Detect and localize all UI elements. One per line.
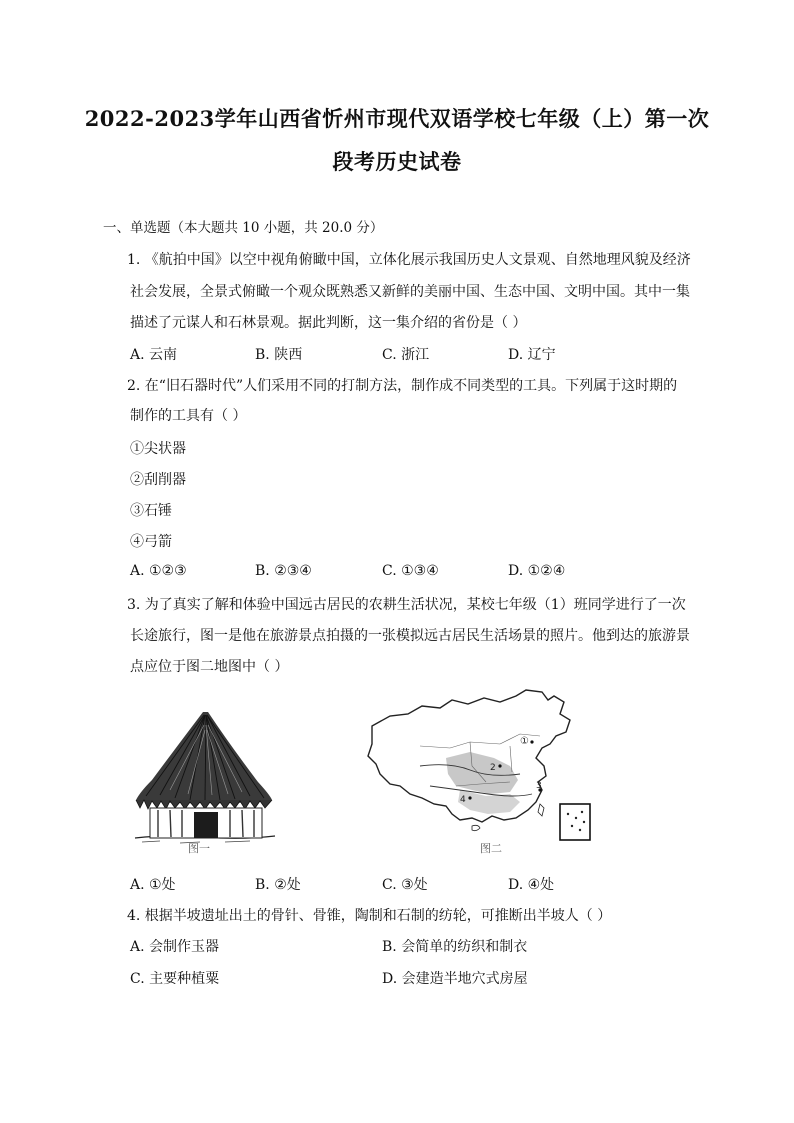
question-2-option-a[interactable]: A. ①②③ — [130, 563, 187, 579]
question-4-option-b[interactable]: B. 会简单的纺织和制衣 — [382, 939, 528, 955]
figure-1-caption: 图一 — [188, 842, 210, 855]
figure-1-hut-image — [130, 700, 280, 860]
figure-2-caption: 图二 — [480, 842, 502, 855]
question-2-option-d[interactable]: D. ①②④ — [508, 563, 566, 579]
question-4-line-1: 4. 根据半坡遗址出土的骨针、骨锥，陶制和石制的纺轮，可推断出半坡人（ ） — [127, 908, 612, 924]
question-2-line-1: 2. 在“旧石器时代”人们采用不同的打制方法，制作成不同类型的工具。下列属于这时期的 — [127, 378, 678, 394]
question-3-option-b[interactable]: B. ②处 — [255, 877, 301, 893]
map-label-1: ① — [520, 736, 529, 747]
question-1-option-b[interactable]: B. 陕西 — [255, 347, 303, 363]
question-2-item-2: ②刮削器 — [130, 472, 186, 488]
question-1-option-d[interactable]: D. 辽宁 — [508, 347, 556, 363]
question-3-line-2: 长途旅行，图一是他在旅游景点拍摄的一张模拟远古居民生活场景的照片。他到达的旅游景 — [130, 628, 690, 644]
question-3-line-1: 3. 为了真实了解和体验中国远古居民的农耕生活状况，某校七年级（1）班同学进行了一次 — [127, 597, 686, 613]
section-heading: 一、单选题（本大题共 10 小题，共 20.0 分） — [103, 220, 384, 236]
question-4-option-a[interactable]: A. 会制作玉器 — [130, 939, 220, 955]
question-2-line-2: 制作的工具有（ ） — [130, 408, 247, 424]
question-2-item-3: ③石锤 — [130, 503, 172, 519]
question-2-item-4: ④弓箭 — [130, 534, 172, 550]
figure-2-china-map — [360, 686, 610, 856]
map-label-3: 3 — [536, 781, 542, 791]
question-1-line-1: 1. 《航拍中国》以空中视角俯瞰中国，立体化展示我国历史人文景观、自然地理风貌及经济 — [127, 252, 691, 268]
question-3-option-d[interactable]: D. ④处 — [508, 877, 555, 893]
map-label-2: 2 — [490, 763, 496, 773]
question-1-option-a[interactable]: A. 云南 — [130, 347, 178, 363]
question-2-option-b[interactable]: B. ②③④ — [255, 563, 312, 579]
question-3-line-3: 点应位于图二地图中（ ） — [130, 659, 289, 675]
question-1-option-c[interactable]: C. 浙江 — [382, 347, 430, 363]
question-4-option-c[interactable]: C. 主要种植粟 — [130, 971, 220, 987]
question-2-option-c[interactable]: C. ①③④ — [382, 563, 439, 579]
question-1-line-2: 社会发展，全景式俯瞰一个观众既熟悉又新鲜的美丽中国、生态中国、文明中国。其中一集 — [130, 284, 690, 300]
question-3-option-c[interactable]: C. ③处 — [382, 877, 428, 893]
exam-title-line1: 2022-2023学年山西省忻州市现代双语学校七年级（上）第一次 — [84, 106, 710, 131]
map-label-4: 4 — [460, 795, 466, 805]
question-2-item-1: ①尖状器 — [130, 441, 186, 457]
question-1-line-3: 描述了元谋人和石林景观。据此判断，这一集介绍的省份是（ ） — [130, 315, 527, 331]
exam-title-line2: 段考历史试卷 — [332, 149, 462, 174]
question-4-option-d[interactable]: D. 会建造半地穴式房屋 — [382, 971, 528, 987]
question-3-option-a[interactable]: A. ①处 — [130, 877, 176, 893]
